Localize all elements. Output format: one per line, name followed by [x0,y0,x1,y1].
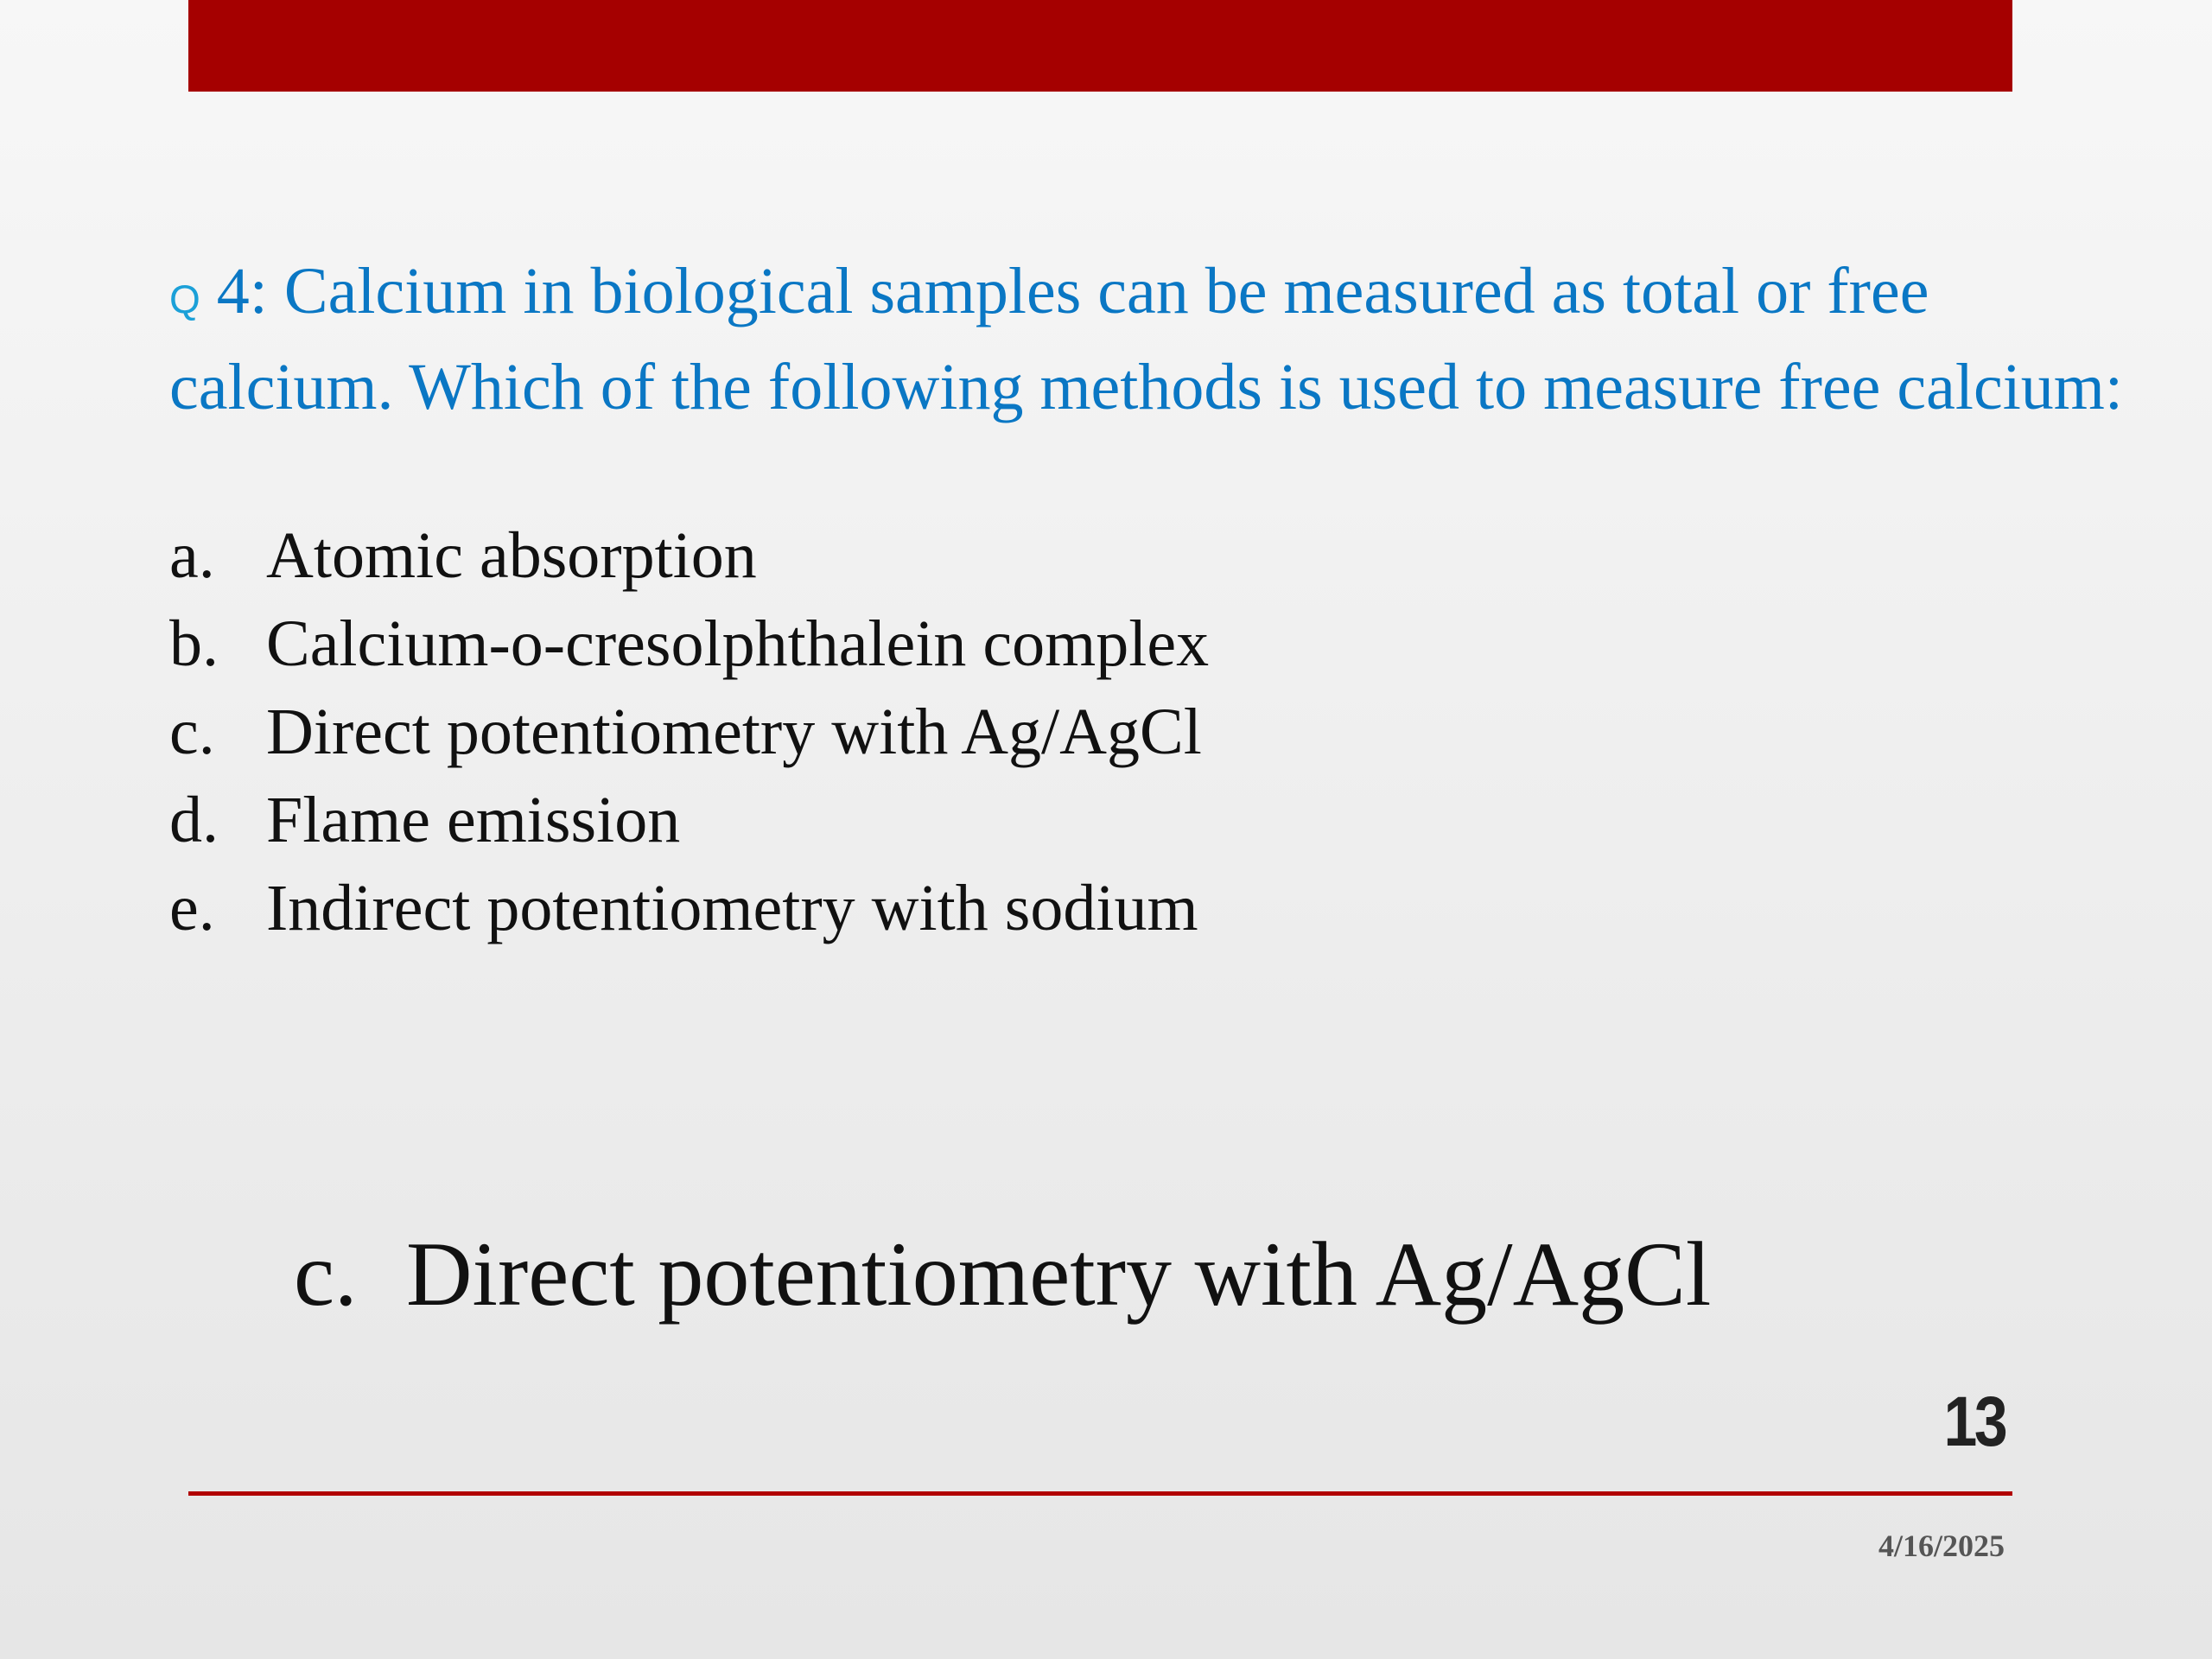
option-c [169,688,1209,776]
option-letter: e. [169,872,215,944]
slide-date: 4/16/2025 [1878,1529,2005,1563]
correct-answer [294,1218,1711,1331]
option-text: Calcium-o-cresolphthalein complex [266,607,1210,680]
option-text: Atomic absorption [266,519,757,592]
question-body: 4: Calcium in biological samples can be measured as total or free calcium. Which of the following methods is used to measure free calcium: [169,255,2124,423]
option-text: Direct potentiometry with Ag/AgCl [266,696,1202,768]
footer-divider [188,1491,2012,1496]
question-text [169,247,2157,431]
option-e [169,864,1209,952]
option-letter: a. [169,519,215,592]
option-b [169,600,1209,688]
option-d [169,776,1209,864]
question-prefix: Q [169,276,200,321]
option-a [169,512,1209,600]
option-letter: d. [169,784,219,856]
option-letter: c. [169,696,215,768]
answer-text: Direct potentiometry with Ag/AgCl [406,1224,1712,1325]
slide-number: 13 [1943,1382,2005,1461]
option-text: Indirect potentiometry with sodium [266,872,1198,944]
option-text: Flame emission [266,784,681,856]
answer-letter: c. [294,1224,358,1325]
header-accent-bar [188,0,2012,92]
option-letter: b. [169,607,219,680]
answer-options-list [169,512,1209,952]
